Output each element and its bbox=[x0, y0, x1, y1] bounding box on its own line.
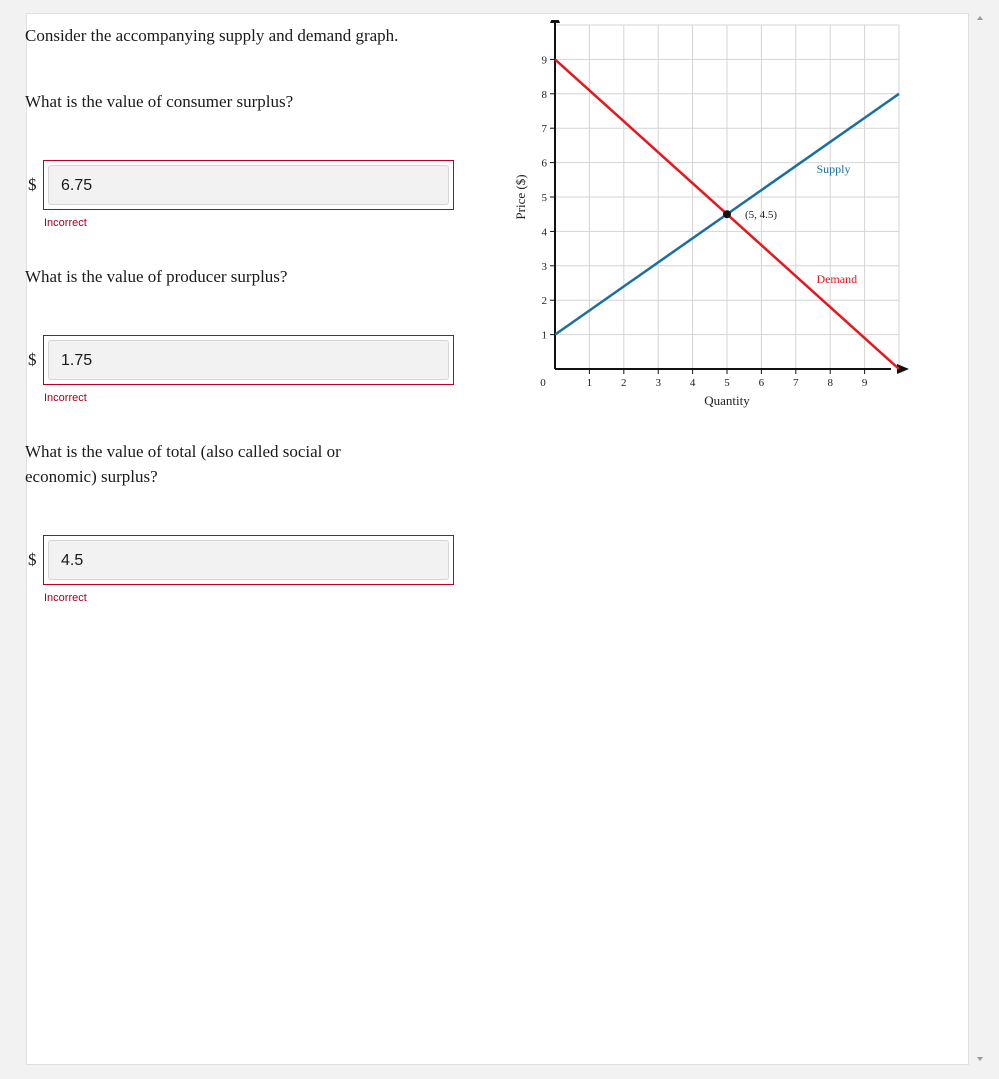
supply-demand-chart bbox=[505, 20, 915, 420]
x-tick-label: 6 bbox=[758, 377, 765, 389]
origin-label: 0 bbox=[540, 377, 546, 389]
question-total-surplus-line1: What is the value of total (also called social or bbox=[25, 442, 341, 461]
x-tick-label: 9 bbox=[861, 377, 868, 389]
scroll-down-arrow-icon[interactable] bbox=[977, 1057, 983, 1061]
equilibrium-label: (5, 4.5) bbox=[745, 209, 778, 222]
y-tick-label: 2 bbox=[541, 295, 547, 308]
x-tick-label: 2 bbox=[621, 377, 627, 389]
y-tick-label: 1 bbox=[541, 329, 547, 342]
answer-box bbox=[43, 535, 454, 585]
equilibrium-point bbox=[723, 210, 731, 218]
question-producer-surplus: What is the value of producer surplus? bbox=[25, 267, 288, 286]
scroll-up-arrow-icon[interactable] bbox=[977, 16, 983, 20]
currency-symbol: $ bbox=[28, 175, 37, 194]
answer-row-producer-surplus bbox=[28, 335, 456, 385]
y-tick-label: 8 bbox=[541, 88, 547, 101]
y-tick-label: 6 bbox=[541, 157, 547, 170]
y-tick-label: 7 bbox=[541, 123, 547, 136]
producer-surplus-input[interactable]: 1.75 bbox=[48, 340, 449, 380]
y-tick-label: 3 bbox=[541, 260, 547, 273]
y-tick-label: 5 bbox=[541, 192, 547, 204]
total-surplus-input[interactable]: 4.5 bbox=[48, 540, 449, 580]
x-tick-label: 7 bbox=[793, 377, 799, 389]
scrollbar[interactable] bbox=[969, 0, 999, 1079]
y-tick-label: 4 bbox=[541, 226, 547, 239]
status-incorrect: Incorrect bbox=[44, 592, 87, 604]
x-tick-label: 8 bbox=[827, 377, 833, 389]
x-tick-label: 1 bbox=[586, 377, 593, 389]
y-tick-label: 9 bbox=[541, 54, 547, 67]
consumer-surplus-input[interactable]: 6.75 bbox=[48, 165, 449, 205]
currency-symbol: $ bbox=[28, 350, 37, 369]
y-axis-arrow-icon bbox=[550, 20, 560, 23]
x-axis-label: Quantity bbox=[704, 393, 750, 408]
y-axis-label: Price ($) bbox=[513, 174, 528, 220]
supply-label: Supply bbox=[816, 161, 851, 176]
status-incorrect: Incorrect bbox=[44, 392, 87, 404]
status-incorrect: Incorrect bbox=[44, 217, 87, 229]
currency-symbol: $ bbox=[28, 550, 37, 569]
x-tick-label: 5 bbox=[724, 377, 730, 389]
intro-text: Consider the accompanying supply and demand graph. bbox=[25, 26, 399, 45]
answer-row-consumer-surplus bbox=[28, 160, 456, 210]
x-tick-label: 4 bbox=[689, 377, 696, 389]
demand-label: Demand bbox=[816, 272, 858, 286]
x-tick-label: 3 bbox=[655, 377, 661, 389]
question-consumer-surplus: What is the value of consumer surplus? bbox=[25, 92, 294, 111]
question-total-surplus-line2: economic) surplus? bbox=[25, 467, 158, 486]
answer-box bbox=[43, 335, 454, 385]
answer-row-total-surplus bbox=[28, 535, 456, 585]
answer-box bbox=[43, 160, 454, 210]
